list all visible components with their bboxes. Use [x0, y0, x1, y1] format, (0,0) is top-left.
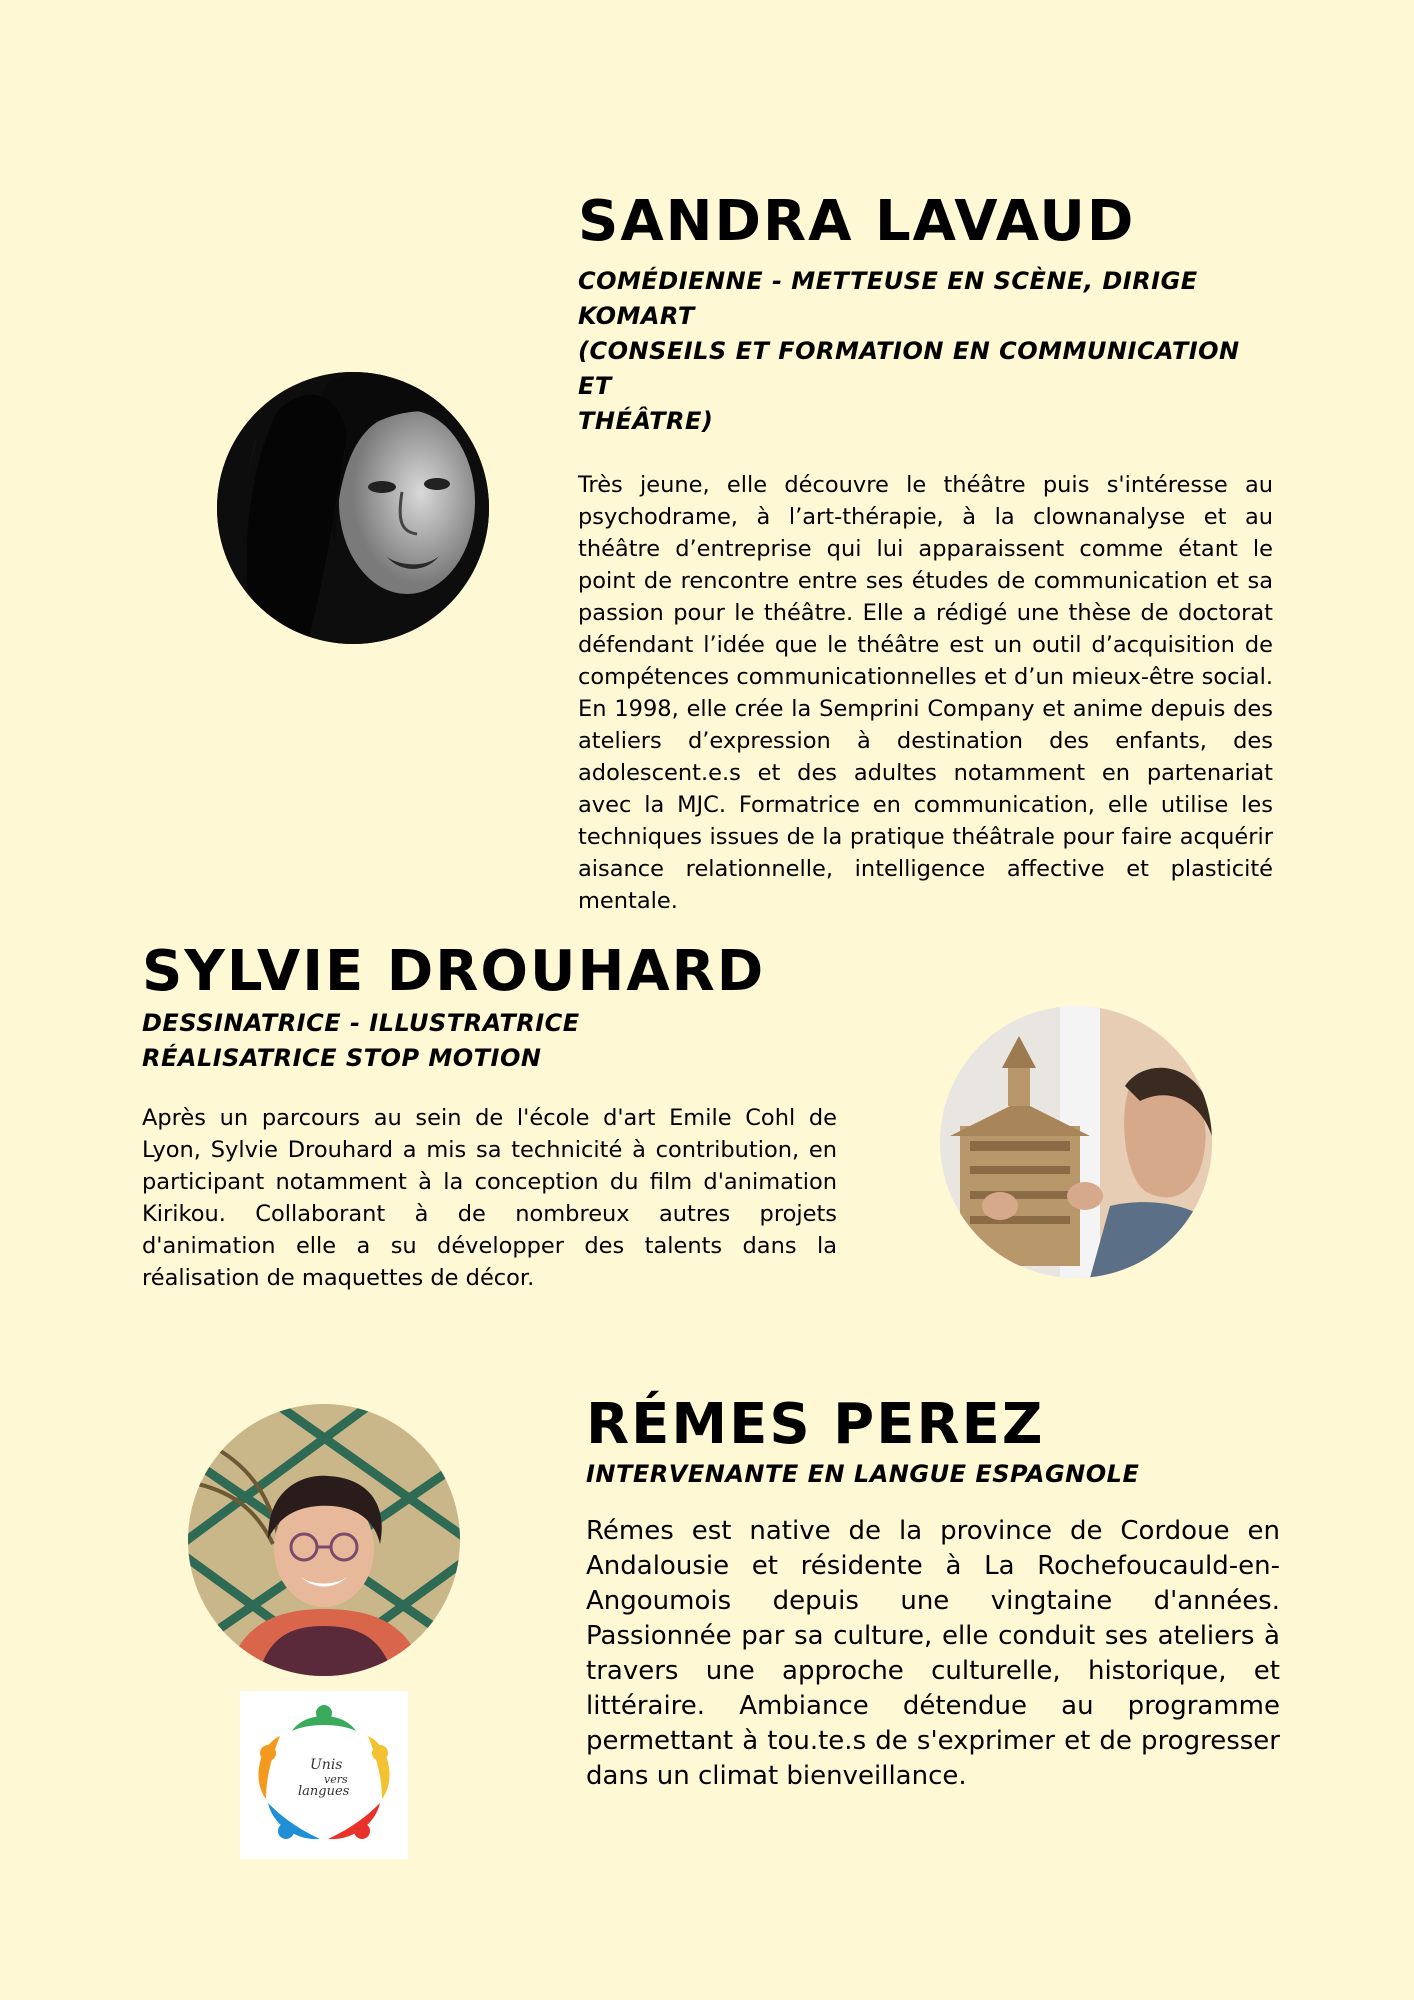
profile-remes-perez	[586, 1393, 1280, 1794]
profile-name: RÉMES PEREZ	[586, 1392, 1045, 1457]
role-line: DESSINATRICE - ILLUSTRATRICE	[142, 1009, 580, 1037]
portrait-photo-remes	[188, 1404, 460, 1676]
logo-text-line: langues	[298, 1784, 350, 1799]
profile-bio: Très jeune, elle découvre le théâtre puis s'intéresse au psychodrame, à l’art-thérapie, à la clownanalyse et au théâtre d’entreprise qui lui apparaissent comme étant le point de rencontre entre ses études de communication et sa passion pour le théâtre. Elle a rédigé une thèse de doctorat défendant l’idée que le théâtre est un outil d’acquisition de compétences communicationnelles et d’un mieux-être social. En 1998, elle crée la Semprini Company et anime depuis des ateliers d’expression à destination des enfants, des adolescent.e.s et des adultes notamment en partenariat avec la MJC. Formatrice en communication, elle utilise les techniques issues de la pratique théâtrale pour faire acquérir aisance relationnelle, intelligence affective et plasticité mentale.	[578, 472, 1273, 914]
role-line: INTERVENANTE EN LANGUE ESPAGNOLE	[586, 1460, 1140, 1488]
profile-bio: Rémes est native de la province de Cordoue en Andalousie et résidente à La Rochefoucauld-en-Angoumois depuis une vingtaine d'années. Passionnée par sa culture, elle conduit ses ateliers à travers une approche culturelle, historique, et littéraire. Ambiance détendue au programme permettant à tou.te.s de s'exprimer et de progresser dans un climat bienveillance.	[586, 1516, 1280, 1791]
profile-role	[586, 1457, 1280, 1492]
profile-role	[578, 264, 1273, 439]
profile-bio: Après un parcours au sein de l'école d'art Emile Cohl de Lyon, Sylvie Drouhard a mis sa technicité à contribution, en participant notamment à la conception du film d'animation Kirikou. Collaborant à de nombreux autres projets d'animation elle a su développer des talents dans la réalisation de maquettes de décor.	[142, 1105, 837, 1291]
profile-sandra-lavaud	[578, 190, 1273, 917]
profile-role	[142, 1006, 837, 1076]
profile-sylvie-drouhard	[142, 940, 837, 1294]
role-line: THÉÂTRE)	[578, 407, 714, 435]
role-line: COMÉDIENNE - METTEUSE EN SCÈNE, DIRIGE KOMART	[578, 267, 1198, 330]
profile-name: SYLVIE DROUHARD	[142, 939, 766, 1004]
logo-text-line: Unis	[310, 1757, 343, 1773]
profile-name: SANDRA LAVAUD	[578, 189, 1136, 254]
portrait-photo-sylvie	[940, 1006, 1212, 1278]
unis-vers-langues-logo	[240, 1691, 408, 1859]
logo-text-line: vers	[324, 1773, 348, 1786]
role-line: RÉALISATRICE STOP MOTION	[142, 1044, 542, 1072]
role-line: (CONSEILS ET FORMATION EN COMMUNICATION ET	[578, 337, 1240, 400]
portrait-photo-sandra	[217, 372, 489, 644]
